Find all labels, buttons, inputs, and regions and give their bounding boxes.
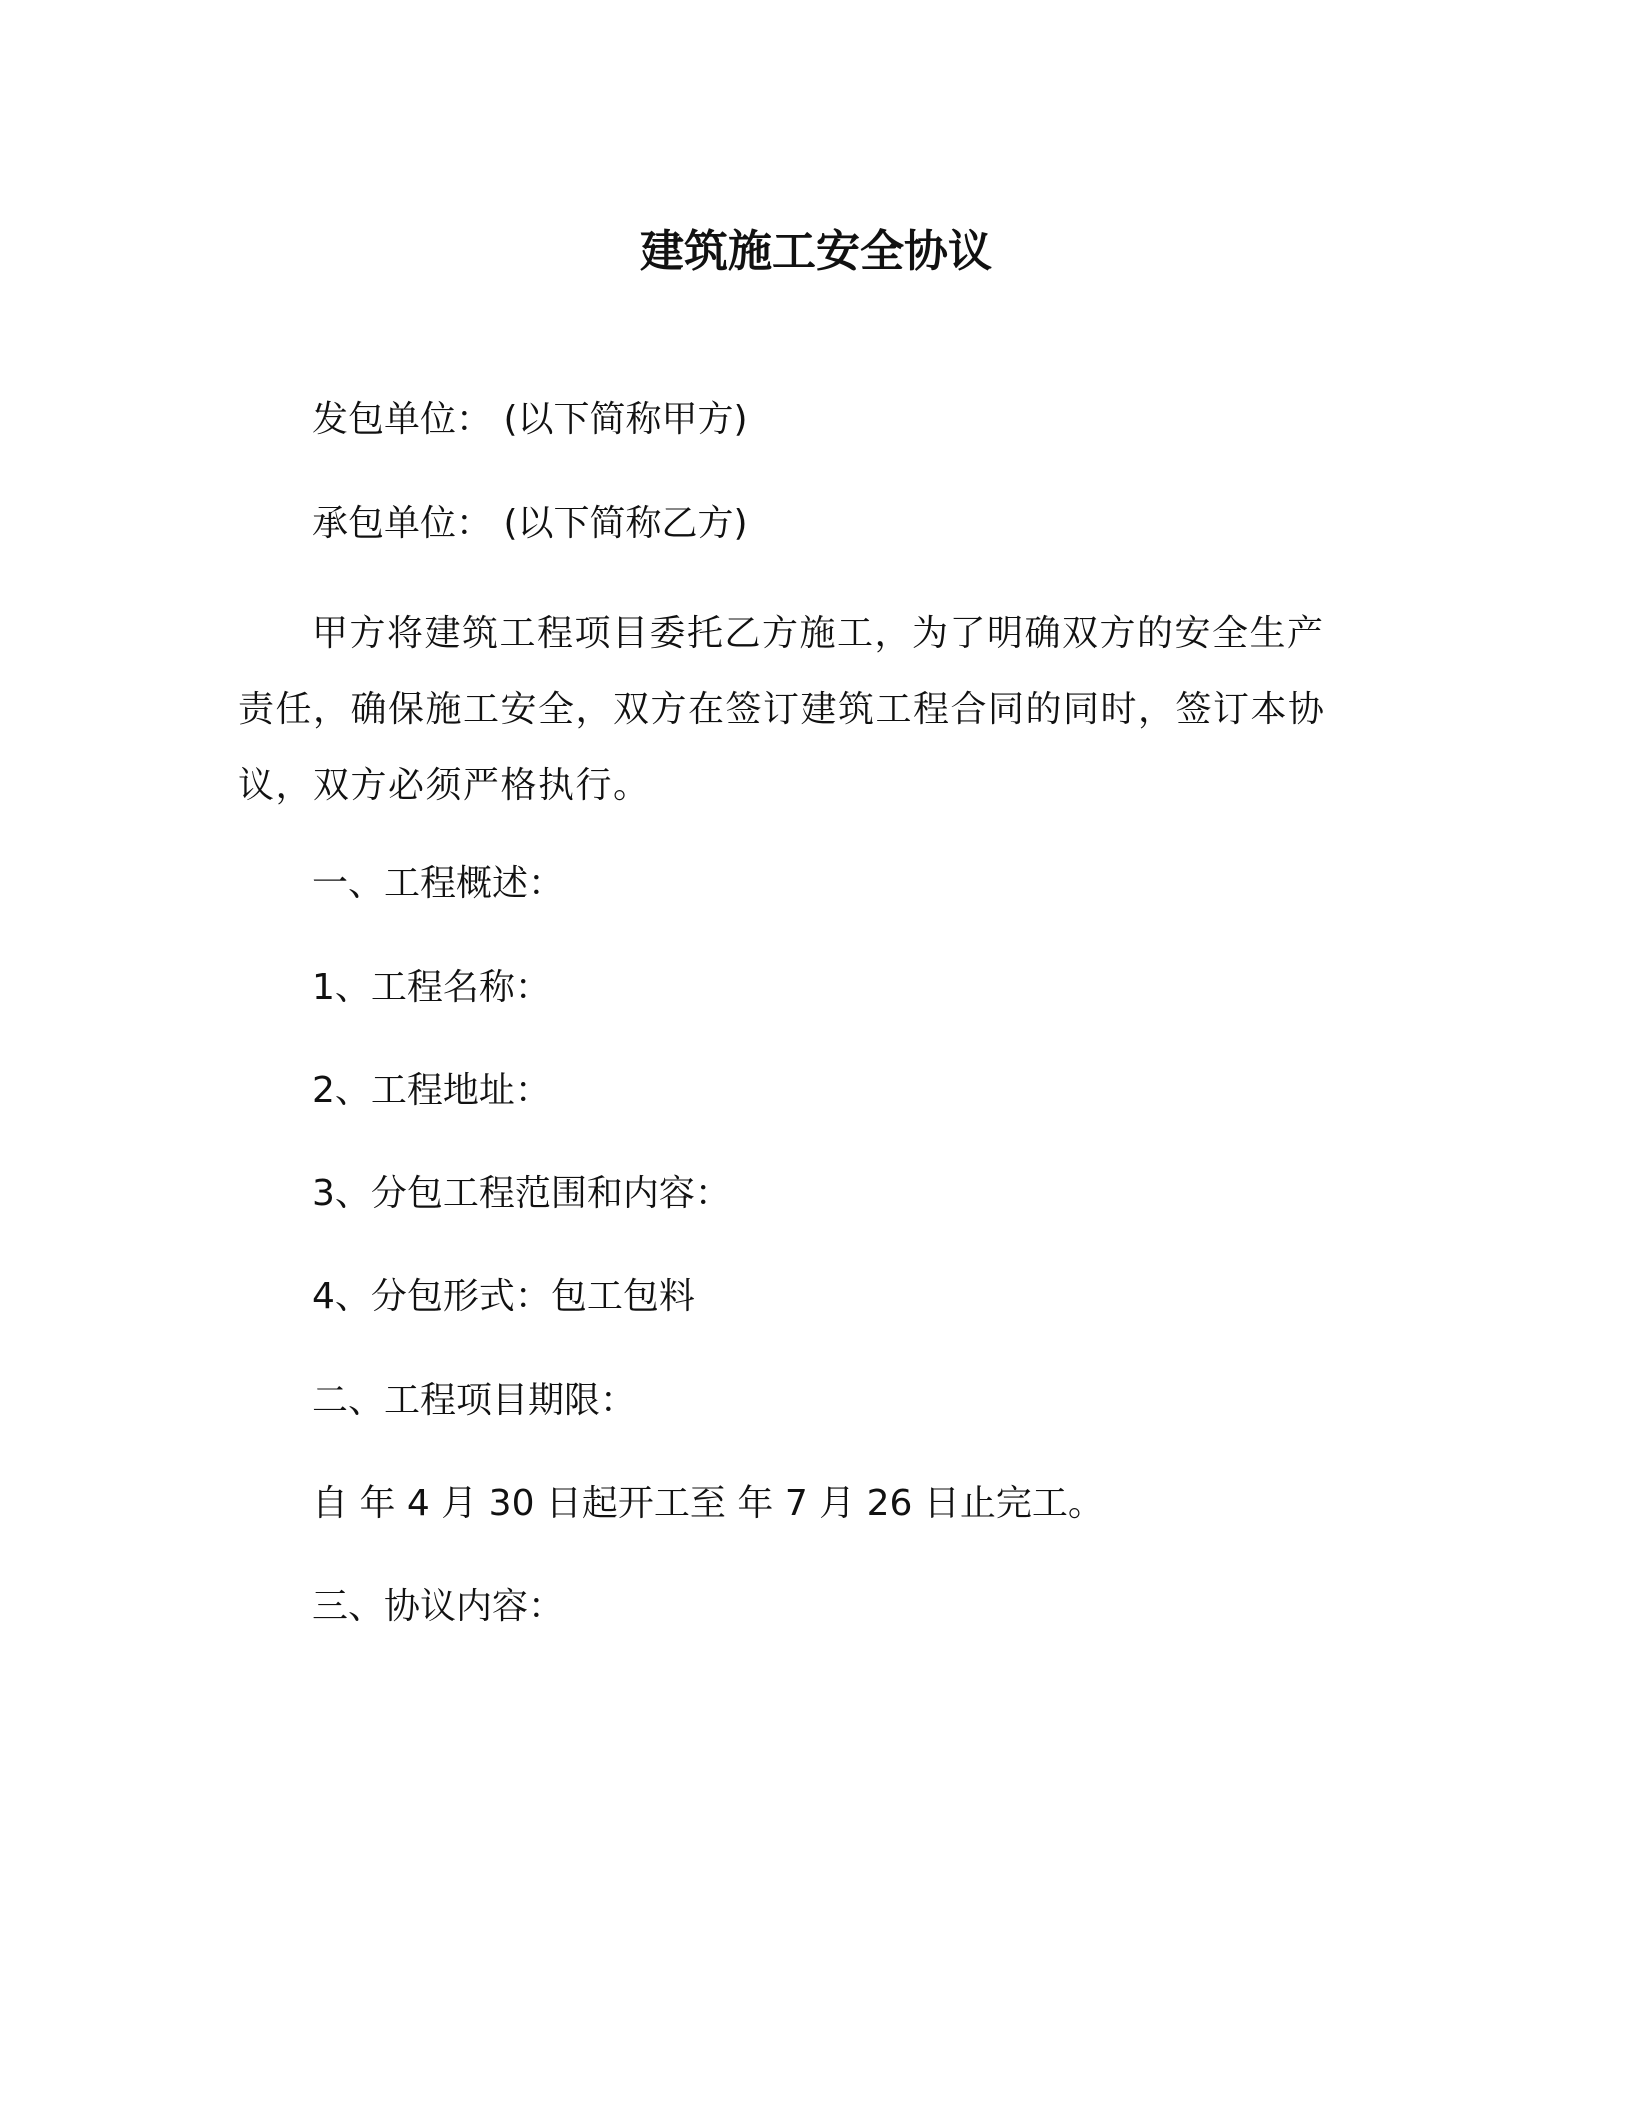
- project-period-line: 自 年 4 月 30 日起开工至 年 7 月 26 日止完工。: [312, 1483, 1104, 1524]
- subcontractor-unit-line: 承包单位： (以下简称乙方): [312, 503, 748, 544]
- document-title: 建筑施工安全协议: [640, 226, 992, 277]
- item-project-name: 1、工程名称：: [312, 967, 551, 1008]
- item-subcontract-scope: 3、分包工程范围和内容：: [312, 1173, 731, 1214]
- item-subcontract-form: 4、分包形式：包工包料: [312, 1276, 695, 1317]
- section-heading-period: 二、工程项目期限：: [312, 1380, 637, 1421]
- section-heading-agreement: 三、协议内容：: [312, 1586, 565, 1627]
- contractor-unit-line: 发包单位： (以下简称甲方): [312, 399, 748, 440]
- section-heading-overview: 一、工程概述：: [312, 863, 565, 904]
- intro-paragraph: 甲方将建筑工程项目委托乙方施工，为了明确双方的安全生产责任，确保施工安全，双方在签订建筑工程合同的同时，签订本协议，双方必须严格执行。: [238, 613, 1326, 806]
- item-project-address: 2、工程地址：: [312, 1070, 551, 1111]
